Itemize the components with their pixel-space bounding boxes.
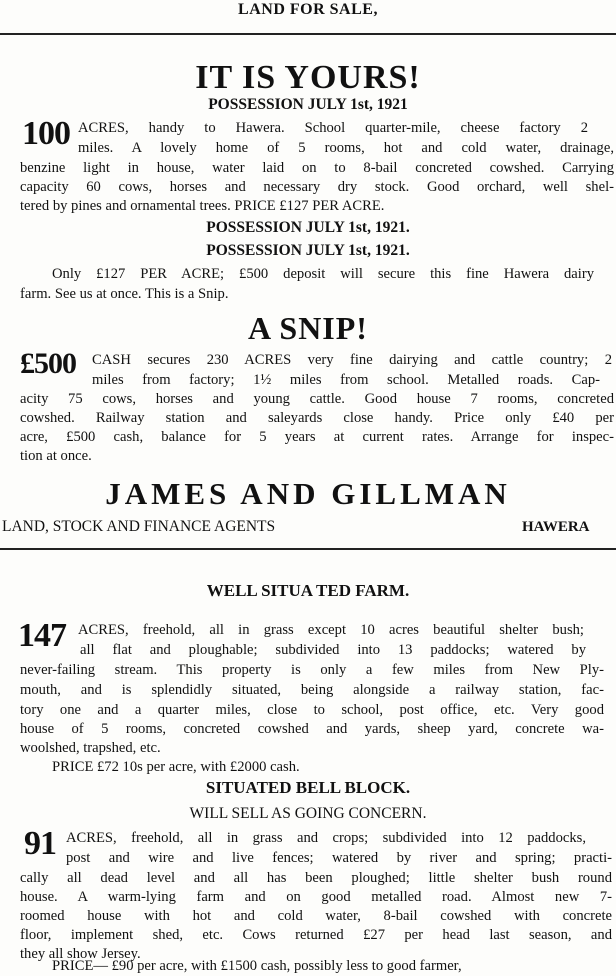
text-line: cowshed. Railway station and saleyards close handy. Price only £40 per (20, 410, 614, 426)
text-line: Only £127 PER ACRE; £500 deposit will secure this fine Hawera dairy (52, 266, 594, 282)
text-line: miles. A lovely home of 5 rooms, hot and cold water, drainage, (78, 140, 614, 156)
text-line: tion at once. (20, 448, 92, 464)
possession-line: POSSESSION JULY 1st, 1921 (208, 96, 408, 113)
text-line: roomed house with hot and cold water, 8-bail cowshed with concrete (20, 908, 612, 924)
price-line: PRICE— £90 per acre, with £1500 cash, possibly less to good farmer, (52, 958, 462, 974)
lead-price: £500 (20, 347, 76, 380)
text-line: tory one and a quarter miles, close to school, post office, etc. Very good (20, 702, 604, 718)
text-line: house of 5 rooms, concreted cowshed and yards, sheep yard, concrete wa- (20, 721, 604, 737)
text-line: tered by pines and ornamental trees. PRICE £127 PER ACRE. (20, 198, 385, 214)
section-header: LAND FOR SALE, (238, 1, 378, 18)
text-line: miles from factory; 1½ miles from school. Metalled roads. Cap- (92, 372, 600, 388)
town-name: HAWERA (522, 519, 590, 535)
snip-heading: A SNIP! (248, 310, 368, 346)
text-line: woolshed, trapshed, etc. (20, 740, 161, 756)
text-line: ACRES, freehold, all in grass and crops; subdivided into 12 paddocks, (66, 830, 586, 846)
text-line: benzine light in house, water laid on to 8-bail concreted cowshed. Carrying (20, 160, 614, 176)
text-line: capacity 60 cows, horses and necessary dry stock. Good orchard, well shel- (20, 179, 614, 195)
ad-title: IT IS YOURS! (195, 59, 421, 96)
text-line: mouth, and is splendidly situated, being alongside a railway station, fac- (20, 682, 604, 698)
text-line: ACRES, handy to Hawera. School quarter-mile, cheese factory 2 (78, 120, 588, 136)
lead-number: 100 (22, 115, 70, 152)
text-line: ACRES, freehold, all in grass except 10 acres beautiful shelter bush; (78, 622, 584, 638)
lead-number: 147 (18, 617, 66, 654)
firm-name: JAMES AND GILLMAN (105, 476, 511, 511)
text-line: cally all dead level and all has been ploughed; little shelter bush round (20, 870, 612, 886)
divider-rule (0, 548, 616, 550)
possession-line: POSSESSION JULY 1st, 1921. (206, 219, 410, 236)
ad-title: WELL SITUA TED FARM. (206, 581, 410, 600)
text-line: farm. See us at once. This is a Snip. (20, 286, 229, 302)
price-line: PRICE £72 10s per acre, with £2000 cash. (52, 759, 300, 775)
text-line: never-failing stream. This property is only a few miles from New Ply- (20, 662, 604, 678)
text-line: acre, £500 cash, balance for 5 years at current rates. Arrange for inspec- (20, 429, 614, 445)
header-rule (0, 33, 616, 35)
text-line: house. A warm-lying farm and on good metalled road. Almost new 7- (20, 889, 612, 905)
text-line: post and wire and live fences; watered by river and spring; practi- (66, 850, 612, 866)
text-line: CASH secures 230 ACRES very fine dairying and cattle country; 2 (92, 352, 612, 368)
text-line: they all show Jersey. (20, 946, 141, 962)
ad-title: SITUATED BELL BLOCK. (205, 778, 411, 797)
possession-line: POSSESSION JULY 1st, 1921. (206, 242, 410, 259)
text-line: floor, implement shed, etc. Cows returned £27 per head last season, and (20, 927, 612, 943)
ad-subtitle: WILL SELL AS GOING CONCERN. (189, 805, 427, 822)
text-line: all flat and ploughable; subdivided into 13 paddocks; watered by (80, 642, 586, 658)
agents-line: LAND, STOCK AND FINANCE AGENTS (2, 518, 276, 535)
text-line: acity 75 cows, horses and young cattle. Good house 7 rooms, concreted (20, 391, 614, 407)
lead-number: 91 (24, 825, 56, 862)
